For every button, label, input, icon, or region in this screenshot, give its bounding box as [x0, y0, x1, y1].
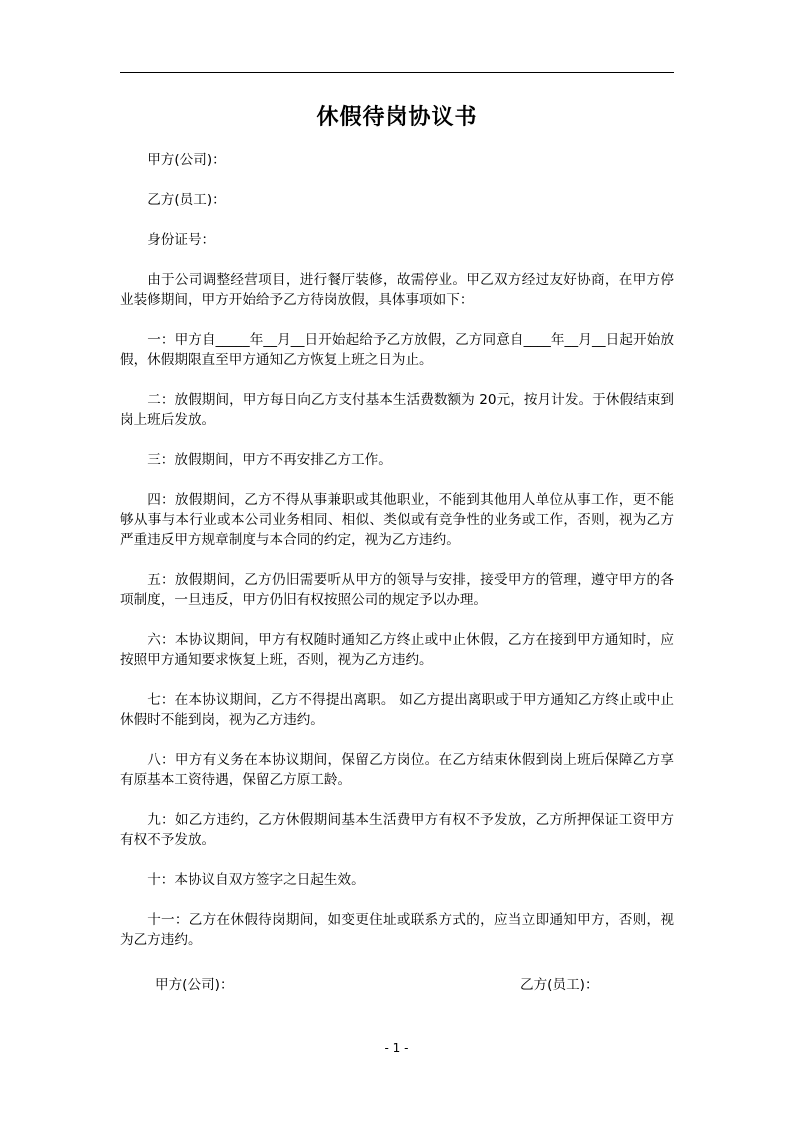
document-title: 休假待岗协议书: [316, 104, 478, 130]
clause-2: 二：放假期间，甲方每日向乙方支付基本生活费数额为 20元，按月计发。于休假结束到岗上班后发放。: [120, 392, 674, 428]
clause-11: 十一：乙方在休假待岗期间，如变更住址或联系方式的，应当立即通知甲方，否则，视为乙方违约。: [120, 912, 674, 948]
id-number-field: 身份证号：: [147, 232, 216, 248]
clause-5: 五：放假期间，乙方仍旧需要听从甲方的领导与安排，接受甲方的管理，遵守甲方的各项制度，一旦违反，甲方仍旧有权按照公司的规定予以办理。: [120, 572, 674, 608]
clause-6: 六：本协议期间，甲方有权随时通知乙方终止或中止休假，乙方在接到甲方通知时，应按照甲方通知要求恢复上班，否则，视为乙方违约。: [120, 632, 674, 668]
clause-8: 八：甲方有义务在本协议期间，保留乙方岗位。在乙方结束休假到岗上班后保障乙方享有原基本工资待遇，保留乙方原工龄。: [120, 752, 674, 788]
party-b-field: 乙方(员工)：: [147, 192, 226, 208]
clause-7: 七：在本协议期间，乙方不得提出离职。 如乙方提出离职或于甲方通知乙方终止或中止休假时不能到岗，视为乙方违约。: [120, 692, 674, 728]
page-number: - 1 -: [384, 1041, 409, 1055]
document-body: [120, 150, 674, 970]
signature-party-a: 甲方(公司)：: [155, 977, 234, 993]
intro-paragraph: 由于公司调整经营项目，进行餐厅装修，故需停业。甲乙双方经过友好协商，在甲方停业装修期间，甲方开始给予乙方待岗放假，具体事项如下：: [120, 272, 674, 308]
clause-10: 十：本协议自双方签字之日起生效。: [147, 872, 365, 888]
header-rule: [120, 72, 674, 73]
clause-9: 九：如乙方违约，乙方休假期间基本生活费甲方有权不予发放，乙方所押保证工资甲方有权不予发放。: [120, 812, 674, 848]
clause-4: 四：放假期间，乙方不得从事兼职或其他职业，不能到其他用人单位从事工作，更不能够从事与本行业或本公司业务相同、相似、类似或有竞争性的业务或工作，否则，视为乙方严重违反甲方规章制度与本合同的约定，视为乙方违约。: [120, 492, 674, 548]
party-a-field: 甲方(公司)：: [147, 152, 226, 168]
clause-1: 一：甲方自_____年__月__日开始起给予乙方放假，乙方同意自____年__月__日起开始放假，休假期限直至甲方通知乙方恢复上班之日为止。: [120, 332, 674, 368]
clause-3: 三：放假期间，甲方不再安排乙方工作。: [147, 452, 392, 468]
signature-party-b: 乙方(员工)：: [520, 977, 599, 993]
